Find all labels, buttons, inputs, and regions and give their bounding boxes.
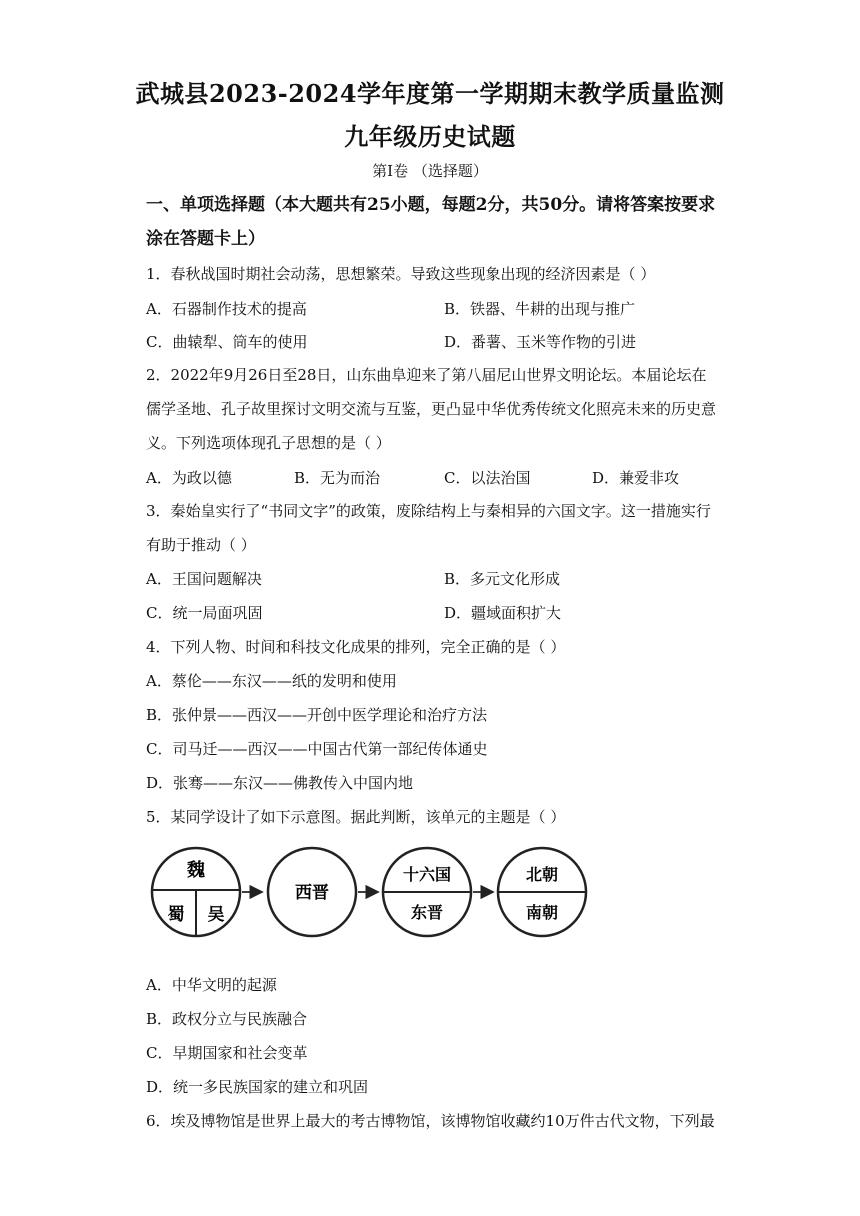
question-4-stem: 4．下列人物、时间和科技文化成果的排列，完全正确的是（ ） [146, 638, 566, 656]
question-5-option-c: C．早期国家和社会变革 [146, 1044, 308, 1062]
label-southern-dynasties: 南朝 [525, 903, 559, 922]
question-1-option-d: D．番薯、玉米等作物的引进 [444, 333, 637, 351]
label-wu: 吴 [207, 905, 225, 925]
question-2-option-c: C．以法治国 [444, 469, 531, 487]
question-1-stem: 1．春秋战国时期社会动荡，思想繁荣。导致这些现象出现的经济因素是（ ） [146, 265, 656, 283]
label-sixteen-kingdoms: 十六国 [402, 865, 452, 884]
question-3-option-d: D．疆域面积扩大 [444, 604, 562, 622]
label-eastern-jin: 东晋 [410, 903, 444, 922]
circle-sixteen-kingdoms-eastern-jin [383, 848, 471, 936]
question-3-stem: 3．秦始皇实行了“书同文字”的政策，废除结构上与秦相异的六国文字。这一措施实行有助于推动（ ） [146, 502, 711, 554]
volume-label: 第Ⅰ卷 （选择题） [372, 162, 488, 180]
circle-northern-southern-dynasties [498, 848, 586, 936]
question-1-option-c: C．曲辕犁、筒车的使用 [146, 333, 308, 351]
question-3-option-a: A．王国问题解决 [146, 570, 262, 588]
question-2-option-a: A．为政以德 [146, 469, 232, 487]
question-4-option-d: D．张骞——东汉——佛教传入中国内地 [146, 774, 414, 792]
question-5-option-b: B．政权分立与民族融合 [146, 1010, 308, 1028]
question-6-stem: 6．埃及博物馆是世界上最大的考古博物馆，该博物馆收藏约10万件古代文物，下列最 [146, 1112, 715, 1130]
question-5-option-a: A．中华文明的起源 [146, 976, 277, 994]
question-5-option-d: D．统一多民族国家的建立和巩固 [146, 1078, 369, 1096]
question-4-option-b: B．张仲景——西汉——开创中医学理论和治疗方法 [146, 706, 488, 724]
question-3-option-b: B．多元文化形成 [444, 570, 561, 588]
question-3-option-c: C．统一局面巩固 [146, 604, 263, 622]
label-northern-dynasties: 北朝 [525, 865, 559, 884]
question-1-option-a: A．石器制作技术的提高 [146, 300, 307, 318]
label-shu: 蜀 [167, 905, 185, 925]
question-5-stem: 5．某同学设计了如下示意图。据此判断，该单元的主题是（ ） [146, 808, 566, 826]
question-2-stem: 2．2022年9月26日至28日，山东曲阜迎来了第八届尼山世界文明论坛。本届论坛在儒学圣地、孔子故里探讨文明交流与互鉴，更凸显中华优秀传统文化照亮未来的历史意义。下列选项体现孔子思想的是（ ） [146, 366, 717, 452]
circle-three-kingdoms [152, 848, 240, 936]
exam-subtitle: 九年级历史试题 [344, 122, 516, 151]
question-2-option-d: D．兼爱非攻 [592, 469, 680, 487]
question-4-option-a: A．蔡伦——东汉——纸的发明和使用 [146, 672, 397, 690]
question-2-option-b: B．无为而治 [294, 469, 381, 487]
label-western-jin: 西晋 [295, 883, 329, 903]
question-1-option-b: B．铁器、牛耕的出现与推广 [444, 300, 636, 318]
label-wei: 魏 [187, 860, 205, 881]
section-heading: 一、单项选择题（本大题共有25小题，每题2分，共50分。请将答案按要求涂在答题卡上） [146, 195, 716, 249]
dynasty-flow-diagram [150, 842, 590, 942]
circle-western-jin [268, 848, 356, 936]
exam-title: 武城县2023-2024学年度第一学期期末教学质量监测 [135, 79, 725, 108]
question-4-option-c: C．司马迁——西汉——中国古代第一部纪传体通史 [146, 740, 488, 758]
